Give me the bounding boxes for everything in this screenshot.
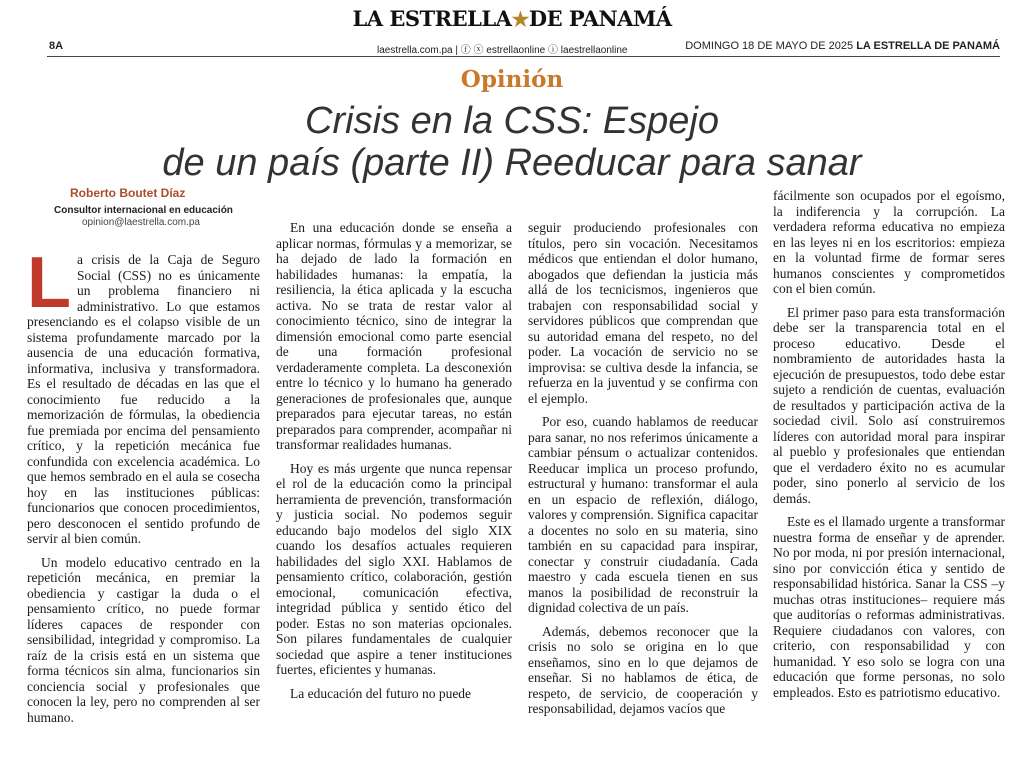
article-column-2 xyxy=(276,220,512,701)
headline-line-1: Crisis en la CSS: Espejo xyxy=(305,100,719,142)
article-column-4 xyxy=(773,188,1005,700)
header-date: DOMINGO 18 DE MAYO DE 2025 xyxy=(685,40,854,52)
article-column-1 xyxy=(27,243,260,725)
article-paragraph: Un modelo educativo centrado en la repetición mecánica, en premiar la obediencia y castigar la duda o el pensamiento crítico, no puede formar líderes capaces de responder con sensibilidad, integridad y compromiso. La raíz de la crisis está en un sistema que forma técnicos sin alma, funcionarios sin conciencia social y profesionales que conocen la ley, pero no comprenden al ser humano. xyxy=(27,554,260,725)
author-role: Consultor internacional en educación xyxy=(54,205,233,216)
masthead-title-left: LA ESTRELLA xyxy=(352,6,512,31)
article-paragraph: Por eso, cuando hablamos de reeducar para sanar, no nos referimos únicamente a cambiar pénsum o actualizar contenidos. Reeducar implica un proceso profundo, estructural y humano: transformar el aula en un espacio de reflexión, diálogo, valores y comprensión. Significa capacitar a docentes no solo en su materia, sino también en su capacidad para inspirar, conectar y construir ciudadanía. Cada maestro y cada escuela tienen en sus manos la posibilidad de reconstruir la dignidad colectiva de un país. xyxy=(528,414,758,615)
masthead-logo xyxy=(0,6,1024,31)
headline-line-2: de un país (parte II) Reeducar para sanar xyxy=(162,142,862,184)
article-paragraph: En una educación donde se enseña a aplicar normas, fórmulas y a memorizar, se ha dejado de lado la formación en habilidades humanas: la empatía, la resiliencia, la ética aplicada y la escucha activa. No se trata de restar valor al conocimiento técnico, sino de integrar la dimensión emocional como parte esencial de una formación profesional verdaderamente completa. La desconexión entre lo técnico y lo humano ha generado generaciones de profesionales que, aunque preparados para ejecutar tareas, no están preparados para comprender, acompañar ni transformar realidades humanas. xyxy=(276,220,512,452)
article-paragraph: Hoy es más urgente que nunca repensar el rol de la educación como la principal herramienta de prevención, transformación y justicia social. No podemos seguir educando bajo modelos del siglo XIX cuando los desafíos actuales requieren habilidades del siglo XXI. Hablamos de pensamiento crítico, colaboración, gestión emocional, comunicación efectiva, integridad pública y sentido ético del poder. Estas no son materias opcionales. Son pilares fundamentales de cualquier sociedad que aspire a tener instituciones fuertes, eficientes y humanas. xyxy=(276,460,512,677)
author-name: Roberto Boutet Díaz xyxy=(70,186,186,200)
section-title: Opinión xyxy=(460,66,564,93)
page-number: 8A xyxy=(49,40,64,52)
author-email: opinion@laestrella.com.pa xyxy=(82,217,200,228)
header-urls: laestrella.com.pa | ⓕ ⓧ estrellaonline ⓘ laestrellaonline xyxy=(377,45,628,56)
article-column-3 xyxy=(528,220,758,717)
byline xyxy=(54,186,270,228)
article-paragraph: fácilmente son ocupados por el egoísmo, la indiferencia y la corrupción. La verdadera reforma educativa no empieza en las leyes ni en los escritorios: empieza en la voluntad firme de formar seres humanos conscientes y comprometidos con el bien común. xyxy=(773,188,1005,296)
article-paragraph: El primer paso para esta transformación debe ser la transparencia total en el proceso educativo. Desde el nombramiento de autoridades hasta la ejecución de presupuestos, todo debe estar sujeto a rendición de cuentas, evaluación de resultados y participación activa de la sociedad civil. Solo así construiremos líderes con autoridad moral para inspirar al pueblo y profesionales que entiendan que el verdadero éxito no es acumular poder, sino ponerlo al servicio de los demás. xyxy=(773,304,1005,506)
headline xyxy=(0,100,1024,184)
article-paragraph: La educación del futuro no puede xyxy=(290,685,472,701)
star-icon: ★ xyxy=(511,7,529,31)
header-paper-name: LA ESTRELLA DE PANAMÁ xyxy=(856,40,1000,52)
header-divider xyxy=(47,56,1000,57)
article-paragraph: seguir produciendo profesionales con títulos, pero sin vocación. Necesitamos médicos que entiendan el dolor humano, abogados que defiendan la justicia más allá de los tecnicismos, ingenieros que trabajen con responsabilidad social y servidores públicos que comprendan que su autoridad emana del respeto, no del poder. La vocación de servicio no se improvisa: se cultiva desde la infancia, se refuerza en la juventud y se confirma con el ejemplo. xyxy=(528,220,758,406)
article-paragraph: Además, debemos reconocer que la crisis no solo se origina en lo que enseñamos, sino en lo que dejamos de enseñar. Si no hablamos de ética, de respeto, de servicio, de cooperación y responsabilidad, dejamos vacíos que xyxy=(528,623,758,716)
masthead-title-mid: DE xyxy=(528,6,563,31)
masthead-title-right: PANAMÁ xyxy=(568,6,672,31)
header-dateline xyxy=(685,40,1000,52)
article-paragraph: a crisis de la Caja de Seguro Social (CSS) no es únicamente un problema financiero ni administrativo. Lo que estamos presenciando es el colapso visible de un sistema profundamente marcado por la ausencia de una educación formativa, informativa, inclusiva y transformadora. Es el resultado de décadas en las que el conocimiento fue reducido a la memorización de fórmulas, la obediencia fue premiada por encima del pensamiento crítico, y la repetición mecánica fue confundida con excelencia académica. Lo que hemos sembrado en el aula se cosecha hoy en las instituciones públicas: funcionarios que conocen procedimientos, pero desconocen el sentido profundo de servir al bien común. xyxy=(27,252,260,546)
drop-cap: L xyxy=(27,243,71,323)
article-paragraph: Este es el llamado urgente a transformar nuestra forma de enseñar y de aprender. No por moda, ni por presión internacional, sino por convicción ética y sentido de responsabilidad histórica. Sanar la CSS –y muchas otras instituciones– requiere más que auditorías o reformas administrativas. Requiere ciudadanos con valores, con criterio, con responsabilidad y con humanidad. Y eso solo se logra con una educación que forme personas, no solo empleados. Esto es patriotismo educativo. xyxy=(773,514,1005,700)
